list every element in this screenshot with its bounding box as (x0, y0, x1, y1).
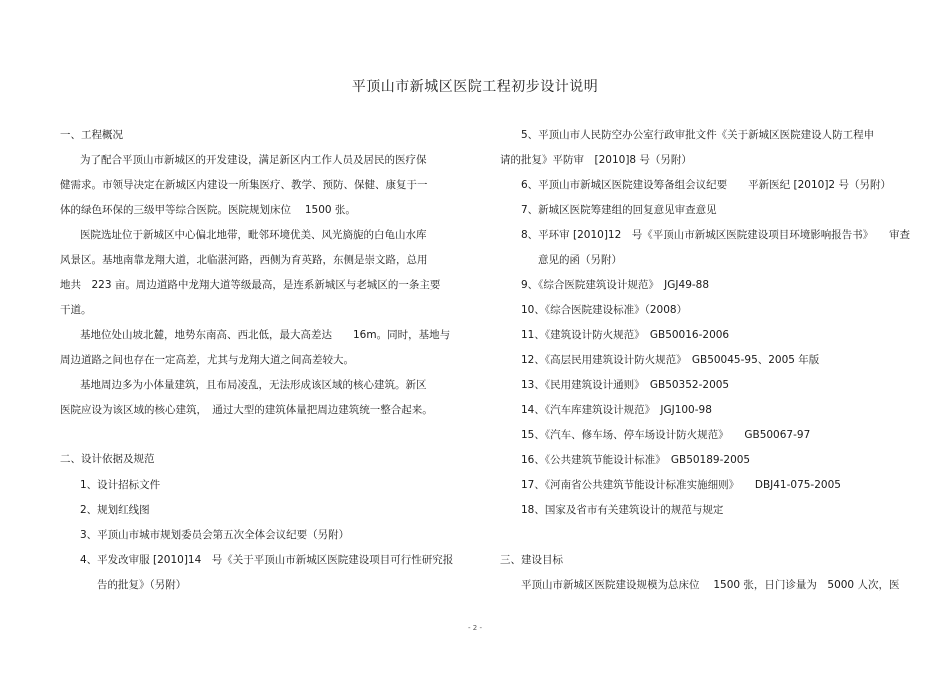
list-item: 2、规划红线图 (80, 504, 150, 516)
list-item: 6、平顶山市新城区医院建设筹备组会议纪要 平新医纪 [2010]2 号（另附） (521, 179, 891, 191)
section-1-heading: 一、工程概况 (60, 129, 123, 141)
paragraph-2-line-3: 地共 223 亩。周边道路中龙翔大道等级最高，是连系新城区与老城区的一条主要 (60, 279, 441, 291)
list-item: 5、平顶山市人民防空办公室行政审批文件《关于新城区医院建设人防工程申 (521, 129, 875, 141)
page-number: - 2 - (468, 624, 482, 632)
list-item: 16、《公共建筑节能设计标准》 GB50189-2005 (521, 454, 751, 466)
document-title: 平顶山市新城区医院工程初步设计说明 (351, 79, 599, 95)
paragraph-1-line-2: 健需求。市领导决定在新城区内建设一所集医疗、教学、预防、保健、康复于一 (60, 179, 428, 191)
paragraph-4-line-2: 医院应设为该区域的核心建筑， 通过大型的建筑体量把周边建筑统一整合起来。 (60, 404, 433, 416)
paragraph-3-line-1: 基地位处山坡北麓，地势东南高、西北低，最大高差达 16m。同时，基地与 (80, 329, 451, 341)
list-item: 3、平顶山市城市规划委员会第五次全体会议纪要（另附） (80, 529, 350, 541)
list-item: 1、设计招标文件 (80, 479, 161, 491)
list-item: 17、《河南省公共建筑节能设计标准实施细则》 DBJ41-075-2005 (521, 479, 841, 491)
list-item: 14、《汽车库建筑设计规范》 JGJ100-98 (521, 404, 712, 416)
paragraph-4-line-1: 基地周边多为小体量建筑，且布局凌乱，无法形成该区域的核心建筑。新区 (80, 379, 427, 391)
list-item: 4、平发改审服 [2010]14 号《关于平顶山市新城区医院建设项目可行性研究报 (80, 554, 454, 566)
list-item: 9、《综合医院建筑设计规范》 JGJ49-88 (521, 279, 710, 291)
list-item: 13、《民用建筑设计通则》 GB50352-2005 (521, 379, 730, 391)
paragraph-2-line-2: 风景区。基地南靠龙翔大道，北临湛河路，西侧为育英路，东侧是崇文路，总用 (60, 254, 428, 266)
list-item-continuation: 告的批复》（另附） (97, 579, 187, 591)
list-item: 15、《汽车、修车场、停车场设计防火规范》 GB50067-97 (521, 429, 811, 441)
section-3-paragraph: 平顶山市新城区医院建设规模为总床位 1500 张，日门诊量为 5000 人次，医 (521, 579, 900, 591)
list-item: 8、平环审 [2010]12 号《平顶山市新城区医院建设项目环境影响报告书》 审查 (521, 229, 911, 241)
list-item: 11、《建筑设计防火规范》 GB50016-2006 (521, 329, 730, 341)
list-item: 12、《高层民用建筑设计防火规范》 GB50045-95、2005 年版 (521, 354, 820, 366)
section-3-heading: 三、建设目标 (500, 554, 563, 566)
paragraph-3-line-2: 周边道路之间也存在一定高差，尤其与龙翔大道之间高差较大。 (60, 354, 354, 366)
list-item: 7、新城区医院筹建组的回复意见审查意见 (521, 204, 717, 216)
list-item: 10、《综合医院建设标准》（2008） (521, 304, 688, 316)
list-item-continuation: 请的批复》平防审 [2010]8 号（另附） (500, 154, 692, 166)
paragraph-1-line-1: 为了配合平顶山市新城区的开发建设，满足新区内工作人员及居民的医疗保 (80, 154, 427, 166)
list-item-continuation: 意见的函（另附） (538, 254, 622, 266)
paragraph-1-line-3: 体的绿色环保的三级甲等综合医院。医院规划床位 1500 张。 (60, 204, 356, 216)
paragraph-2-line-4: 干道。 (60, 304, 92, 316)
list-item: 18、国家及省市有关建筑设计的规范与规定 (521, 504, 724, 516)
paragraph-2-line-1: 医院选址位于新城区中心偏北地带，毗邻环境优美、风光旖旎的白龟山水库 (80, 229, 427, 241)
section-2-heading: 二、设计依据及规范 (60, 453, 155, 465)
